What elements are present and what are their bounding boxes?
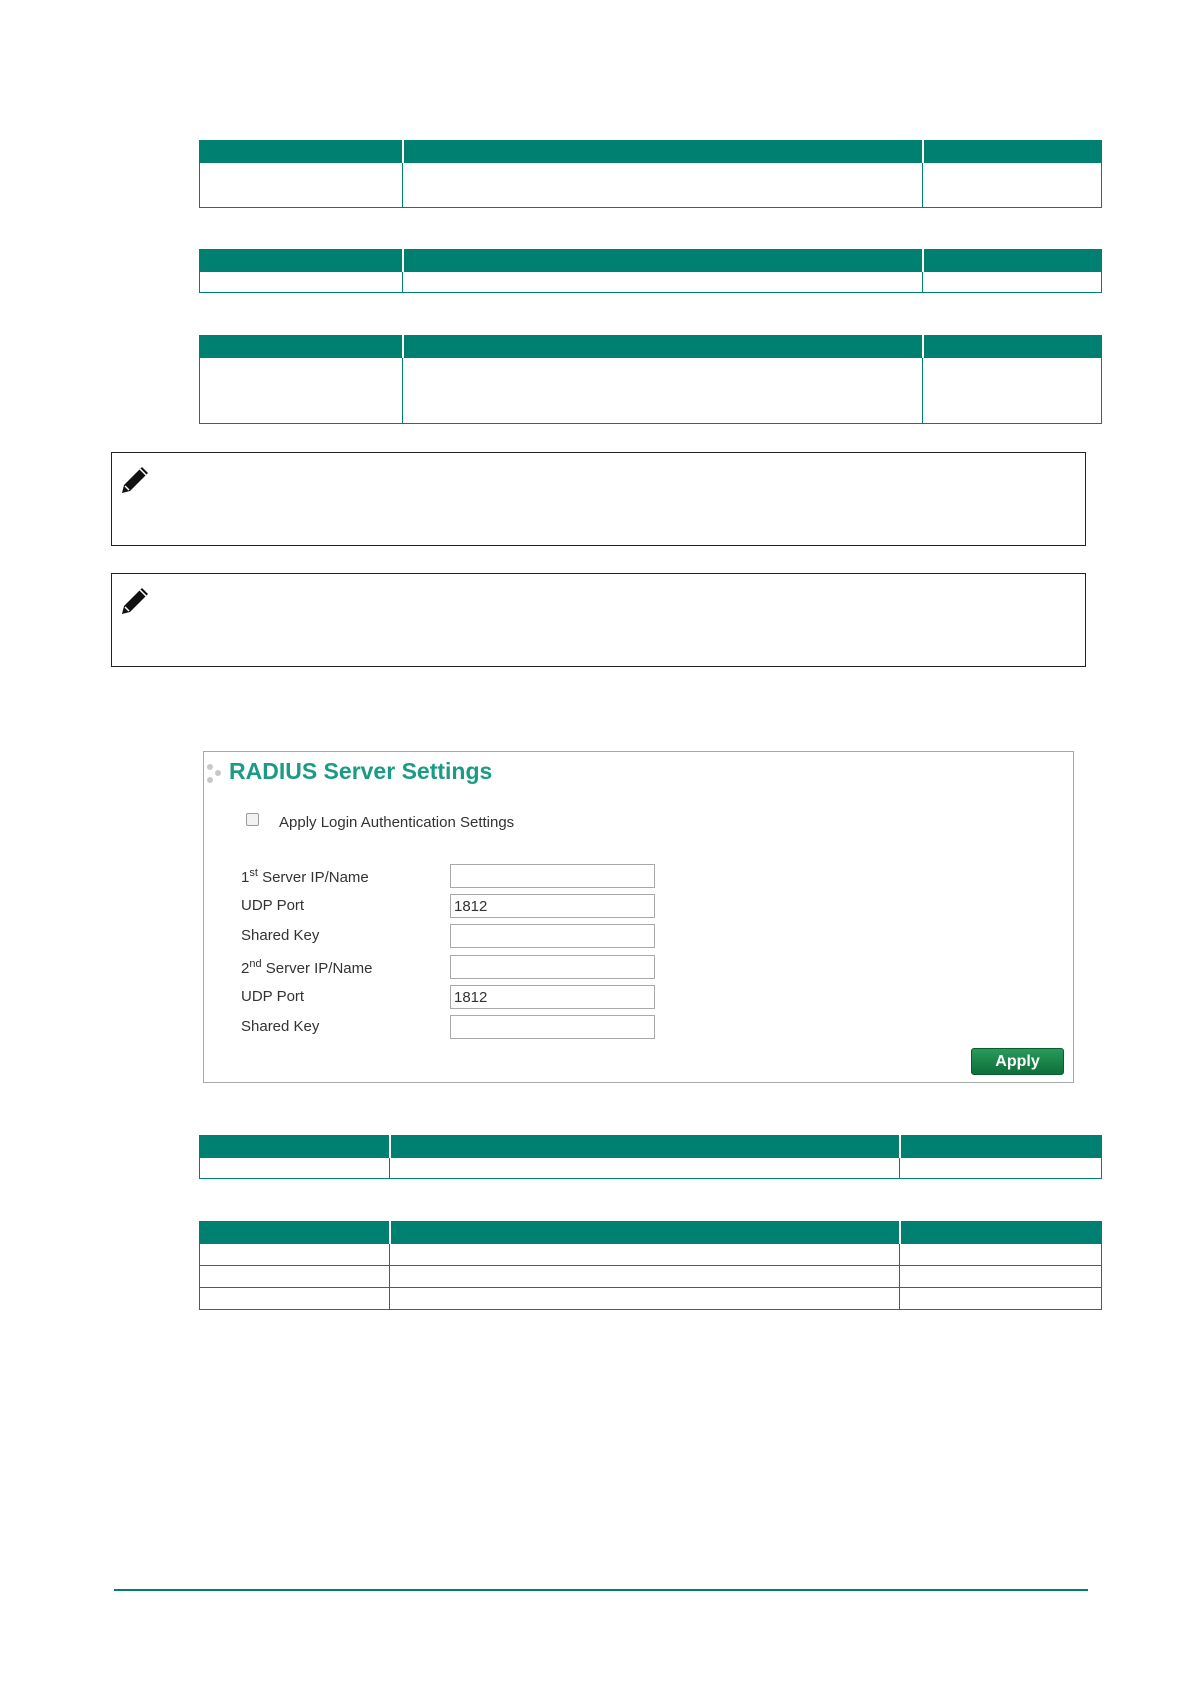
spec-table-3: [199, 335, 1102, 424]
table-header-row: [200, 1221, 1102, 1244]
note-box-1: [111, 452, 1086, 546]
radius-settings-panel: [203, 751, 1074, 1083]
udp-port1-input[interactable]: [450, 894, 655, 918]
table-row: [200, 1266, 1102, 1288]
server2-label: 2nd Server IP/Name: [241, 958, 373, 977]
spec-table-1: [199, 140, 1102, 208]
table-row: [200, 163, 1102, 208]
table-row: [200, 1158, 1102, 1179]
spec-table-5: [199, 1221, 1102, 1310]
udp-port2-label: UDP Port: [241, 988, 305, 1005]
table-row: [200, 358, 1102, 424]
dots-icon: [206, 763, 224, 787]
pencil-icon: [116, 463, 152, 499]
server1-label: 1st Server IP/Name: [241, 867, 369, 886]
panel-title: RADIUS Server Settings: [229, 758, 493, 784]
shared-key1-input[interactable]: [450, 924, 655, 948]
shared-key2-input[interactable]: [450, 1015, 655, 1039]
spec-table-2: [199, 249, 1102, 293]
shared-key1-label: Shared Key: [241, 927, 320, 944]
shared-key2-label: Shared Key: [241, 1018, 320, 1035]
table-row: [200, 1244, 1102, 1266]
pencil-icon: [116, 584, 152, 620]
table-header-row: [200, 1135, 1102, 1158]
spec-table-4: [199, 1135, 1102, 1179]
footer-rule: [114, 1589, 1088, 1591]
apply-login-checkbox[interactable]: [246, 813, 259, 826]
table-header-row: [200, 140, 1102, 163]
server1-input[interactable]: [450, 864, 655, 888]
apply-login-label: Apply Login Authentication Settings: [279, 814, 515, 831]
apply-button[interactable]: Apply: [971, 1048, 1064, 1075]
table-row: [200, 272, 1102, 293]
table-row: [200, 1288, 1102, 1310]
server2-input[interactable]: [450, 955, 655, 979]
table-header-row: [200, 249, 1102, 272]
udp-port2-input[interactable]: [450, 985, 655, 1009]
note-box-2: [111, 573, 1086, 667]
table-header-row: [200, 335, 1102, 358]
udp-port1-label: UDP Port: [241, 897, 305, 914]
